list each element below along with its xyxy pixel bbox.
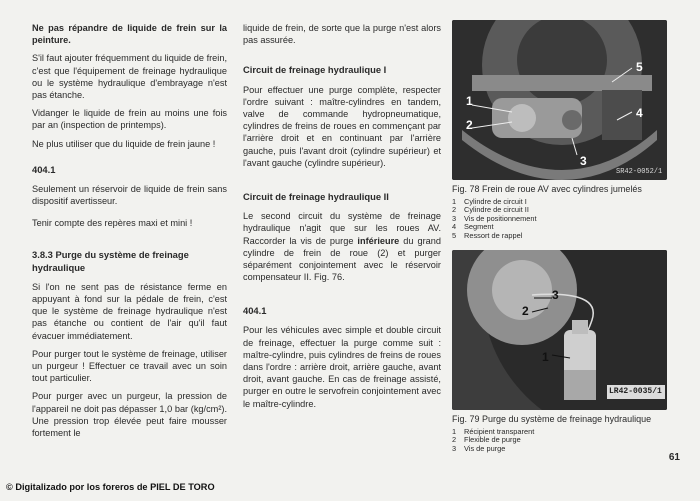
paragraph: Pour purger avec un purgeur, la pression de l'appareil ne doit pas dépasser 1,0 bar (kg/cm²). Une pression trop élevée peut faire mousser fortement le bbox=[32, 391, 227, 439]
section-heading: 3.8.3 Purge du système de freinage hydraulique bbox=[32, 249, 189, 273]
paragraph bbox=[243, 210, 441, 283]
section-heading: Circuit de freinage hydraulique I bbox=[243, 64, 387, 76]
legend-text: Ressort de rappel bbox=[464, 230, 523, 240]
legend-item bbox=[452, 232, 667, 240]
warning-paint: Ne pas répandre de liquide de frein sur la peinture. bbox=[32, 23, 227, 46]
brake-drum-illustration bbox=[452, 20, 667, 180]
legend-text: Vis de purge bbox=[464, 443, 506, 453]
legend-text: Cylindre de circuit I bbox=[464, 197, 527, 206]
photo-code: LR42-0035/1 bbox=[609, 387, 662, 397]
text-span: du grand cylindre de frein de roue (2) et purger séparément conjointement avec le réservoir compensateur II. Fig. 76. bbox=[243, 235, 441, 283]
legend-number: 2 bbox=[452, 205, 457, 215]
legend-number: 1 bbox=[452, 427, 457, 437]
bold-span: inférieure bbox=[357, 235, 400, 246]
figure-79-photo bbox=[452, 250, 667, 410]
callout-2: 2 bbox=[466, 118, 473, 132]
text-span: Le second circuit du système de freinage hydraulique n'agit que sur les roues AV. Raccorder la vis de purge bbox=[243, 211, 441, 246]
figure-78-legend bbox=[452, 198, 667, 240]
legend-number: 4 bbox=[452, 222, 457, 232]
legend-text: Cylindre de circuit II bbox=[464, 205, 529, 215]
paragraph: Tenir compte des repères maxi et mini ! bbox=[32, 218, 193, 229]
section-number: 404.1 bbox=[32, 163, 56, 175]
paragraph: Vidanger le liquide de frein au moins une fois par an (inspection de printemps). bbox=[32, 108, 227, 131]
figure-79-caption: Fig. 79 Purge du système de freinage hydraulique bbox=[452, 414, 652, 425]
photo-code: SR42-0052/1 bbox=[616, 168, 663, 176]
figure-79-legend bbox=[452, 428, 667, 453]
legend-number: 5 bbox=[452, 230, 457, 240]
callout-1: 1 bbox=[466, 94, 473, 108]
paragraph: Pour les véhicules avec simple et double circuit de freinage, effectuer la purge comme suit : maître-cylindre, puis cylindres de freins de roues dans l'ordre : arrière droit, arrière gauche, avant droit, avant gauche. En cas de freinage assisté, purger en outre le servofrein conjointement avec le maître-cylindre. bbox=[243, 325, 441, 409]
legend-number: 3 bbox=[452, 443, 457, 453]
legend-text: Vis de positionnement bbox=[464, 213, 537, 223]
section-heading: Circuit de freinage hydraulique II bbox=[243, 191, 389, 203]
callout-2: 2 bbox=[522, 304, 529, 319]
legend-text: Récipient transparent bbox=[464, 427, 535, 437]
callout-5: 5 bbox=[636, 60, 643, 74]
callout-3: 3 bbox=[580, 154, 587, 168]
middle-column bbox=[243, 22, 441, 416]
legend-number: 2 bbox=[452, 435, 457, 445]
figure-78-photo bbox=[452, 20, 667, 180]
paragraph: liquide de frein, de sorte que la purge n'est alors pas assurée. bbox=[243, 23, 441, 46]
paragraph: Ne plus utiliser que du liquide de frein jaune ! bbox=[32, 138, 216, 149]
figure-column bbox=[452, 20, 667, 453]
paragraph: Seulement un réservoir de liquide de frein sans dispositif avertisseur. bbox=[32, 183, 227, 207]
legend-text: Segment bbox=[464, 222, 494, 232]
left-column bbox=[32, 22, 227, 445]
callout-4: 4 bbox=[636, 106, 643, 120]
legend-number: 1 bbox=[452, 197, 457, 206]
page-number: 61 bbox=[668, 452, 680, 463]
bleeding-illustration bbox=[452, 250, 667, 410]
paragraph: S'il faut ajouter fréquemment du liquide de frein, c'est que l'équipement de freinage hydraulique ou le système hydraulique d'embrayage n'est pas étanche. bbox=[32, 53, 227, 101]
figure-78-caption: Fig. 78 Frein de roue AV avec cylindres jumelés bbox=[452, 184, 642, 194]
digitized-credit: © Digitalizado por los foreros de PIEL DE TORO bbox=[6, 482, 215, 492]
paragraph: Pour purger tout le système de freinage, utiliser un purgeur ! Effectuer ce travail avec un soin tout particulier. bbox=[32, 348, 227, 384]
section-number: 404.1 bbox=[243, 305, 267, 317]
paragraph: Pour effectuer une purge complète, respecter l'ordre suivant : maître-cylindres en tandem, valve de commande hydropneumatique, cylindres de freins de roues en commençant par l'arrière droit et en continuant par l'arrière gauche, puis l'avant droit (cylindre supérieur) et l'avant gauche (cylindre supérieur). bbox=[243, 84, 441, 168]
paragraph: Si l'on ne sent pas de résistance ferme en appuyant à fond sur la pédale de frein, c'est que le système de freinage hydraulique n'est pas étanche ou contient de l'air qu'il faut évacuer immédiatement. bbox=[32, 281, 227, 341]
callout-3: 3 bbox=[552, 288, 559, 303]
legend-number: 3 bbox=[452, 213, 457, 223]
callout-1: 1 bbox=[542, 350, 549, 365]
legend-text: Flexible de purge bbox=[464, 435, 521, 445]
legend-item bbox=[452, 445, 667, 453]
